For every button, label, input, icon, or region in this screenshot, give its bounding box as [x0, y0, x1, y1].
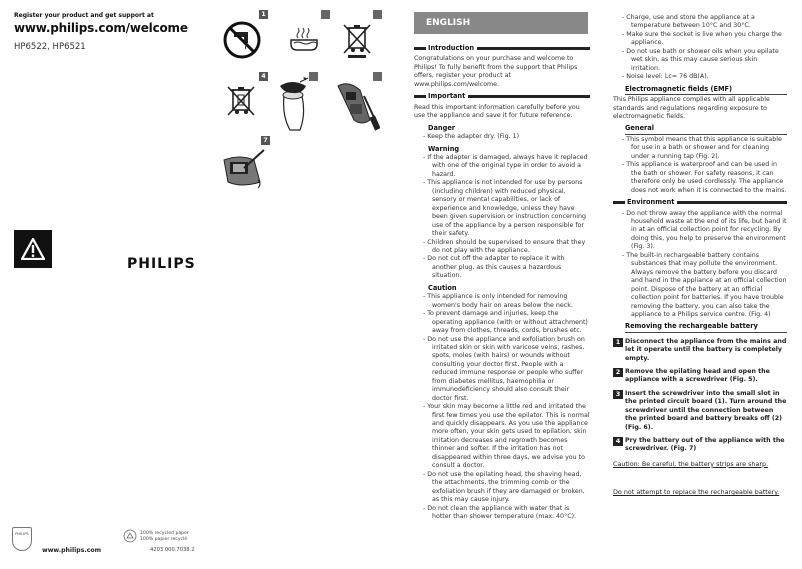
step-1 [613, 338, 787, 363]
caution-heading: Caution [428, 283, 457, 292]
crossed-bin-icon [342, 22, 372, 60]
no-tap-water-icon [222, 20, 262, 60]
register-text: Register your product and get support at [14, 12, 154, 19]
list-item: - This symbol means that this appliance is suitable for use in a bath or shower and for cleaning under a running tap (Fig. 2). [622, 135, 782, 160]
figure-5 [270, 72, 318, 128]
pry-battery-icon [220, 144, 268, 192]
section-environment [613, 198, 787, 206]
recycled-line-en: 100% recycled paper [140, 531, 189, 536]
recycled-line-fr: 100% papier recyclé [140, 537, 188, 542]
warning-heading: Warning [428, 144, 460, 153]
general-heading: General [625, 124, 787, 134]
document-number: 4203.000.7038.2 [150, 547, 195, 553]
language-header: ENGLISH [414, 12, 588, 34]
figure-4 [220, 72, 268, 128]
epilator-head-removal-icon [270, 76, 314, 132]
step-2 [613, 368, 787, 385]
step-text: Disconnect the appliance from the mains and let it operate until the battery is completely empty. [625, 337, 787, 362]
shield-text: PHILIPS [15, 532, 29, 536]
bath-icon [288, 26, 320, 52]
warning-icon [14, 230, 52, 268]
list-item: - This appliance is waterproof and can be used in the bath or shower. For safety reasons, it can therefore only be used cordlessly. The appliance does not work when it is connected to the mains. [622, 161, 787, 194]
list-item: - Do not use the appliance and exfoliation brush on irritated skin or skin with varicose veins, rashes, spots, moles (with hairs) or wounds without consulting your doctor first. People with a reduced immune response or people who suffer from diabetes mellitus, haemophilia or immunodeficiency should also consult their doctor first. [423, 335, 585, 402]
list-item: - To prevent damage and injuries, keep the operating appliance (with or without attachment) away from clothes, threads, cords, brushes etc. [423, 310, 588, 335]
environment-heading: Environment [627, 198, 675, 207]
figure-number: 1 [259, 10, 268, 19]
column-2 [613, 14, 787, 497]
step-number: 2 [613, 368, 623, 377]
figure-7 [220, 136, 270, 192]
emf-text: This Philips appliance complies with all applicable standards and regulations regarding exposure to electromagnetic fields. [613, 96, 770, 120]
crossed-bin-battery-icon [226, 84, 256, 122]
step-number: 4 [613, 437, 623, 446]
bottom-website[interactable]: www.philips.com [42, 547, 102, 554]
section-important [414, 92, 590, 100]
list-item: - Children should be supervised to ensure that they do not play with the appliance. [423, 238, 586, 254]
important-text: Read this important information carefully before you use the appliance and save it for future reference. [414, 103, 580, 120]
list-item: - Do not cut off the adapter to replace it with another plug, as this causes a hazardous situation. [423, 255, 565, 280]
list-item: - Charge, use and store the appliance at a temperature between 10°C and 30°C. [622, 14, 755, 30]
introduction-heading: Introduction [428, 44, 475, 52]
emf-heading: Electromagnetic fields (EMF) [625, 85, 787, 95]
list-item: - This appliance is not intended for use by persons (including children) with reduced physical, sensory or mental capabilities, or lack of experience and knowledge, unless they have been given supervision or instruction concerning use of the appliance by a person responsible for their safety. [423, 179, 587, 238]
list-item: - Do not throw away the appliance with the normal household waste at the end of its life, but hand it in at an official collection point for recycling. By doing this, you help to preserve the environment (Fig. 3). [622, 209, 787, 251]
figure-1 [220, 10, 268, 66]
do-not-replace-note: Do not attempt to replace the rechargeable battery. [613, 488, 780, 497]
figure-number [373, 10, 382, 19]
figure-number: 7 [261, 136, 270, 145]
introduction-text: Congratulations on your purchase and welcome to Philips! To fully benefit from the support that Philips offers, register your product at www.philips.com/welcome. [414, 55, 578, 88]
model-numbers: HP6522, HP6521 [14, 42, 86, 52]
list-item: - Make sure the socket is live when you charge the appliance. [622, 30, 782, 47]
step-3 [613, 390, 787, 432]
important-heading: Important [428, 92, 466, 101]
step-text: Remove the epilating head and open the appliance with a screwdriver (Fig. 5). [625, 368, 770, 384]
step-4 [613, 437, 787, 454]
danger-heading: Danger [428, 123, 456, 132]
philips-logo: PHILIPS [127, 256, 196, 272]
figure-3 [334, 10, 382, 66]
list-item: - Keep the adapter dry. (Fig. 1) [423, 133, 520, 141]
philips-shield-logo [12, 527, 32, 551]
figure-2 [282, 10, 330, 66]
figure-number: 4 [259, 72, 268, 81]
figure-6 [334, 72, 382, 128]
recycle-icon [123, 529, 137, 543]
website-url[interactable]: www.philips.com/welcome [14, 21, 188, 35]
section-introduction [414, 44, 590, 52]
list-item: - Your skin may become a little red and irritated the first few times you use the epilator. This is normal and quickly disappears. As you use the appliance more often, your skin gets used to epilation, skin irritation decreases and regrowth becomes thinner and softer. If the irritation has not disappeared within three days, we advise you to consult a doctor. [423, 403, 590, 470]
column-1 [414, 41, 590, 521]
battery-caution-note: Caution: Be careful, the battery strips are sharp. [613, 459, 769, 468]
recycled-paper-text [140, 531, 189, 543]
list-item: - Noise level: Lc= 76 dB(A). [622, 73, 709, 81]
list-item: - Do not use the epilating head, the shaving head, the attachments, the trimming comb or the exfoliation brush if they are damaged or broken, as this may cause injury. [423, 470, 585, 504]
figure-number [321, 10, 330, 19]
screwdriver-open-icon [334, 76, 380, 132]
list-item: - Do not clean the appliance with water that is hotter than shower temperature (max. 40°C). [423, 504, 577, 521]
list-item: - Do not use bath or shower oils when you epilate wet skin, as this may cause serious skin irritation. [622, 47, 779, 72]
step-number: 1 [613, 338, 623, 347]
step-text: Pry the battery out of the appliance with the screwdriver. (Fig. 7) [625, 436, 785, 453]
step-text: Insert the screwdriver into the small slot in the printed circuit board (1). Turn around the screwdriver until the connection between the printed board and battery breaks off (2) (Fig. 6). [625, 389, 787, 431]
list-item: - This appliance is only intended for removing women's body hair on areas below the neck. [423, 293, 573, 309]
removing-battery-heading: Removing the rechargeable battery [625, 322, 787, 332]
list-item: - The built-in rechargeable battery contains substances that may pollute the environment. Always remove the battery before you discard and hand in the appliance at an official collection point. Dispose of the battery at an official collection point for batteries. If you have trouble removing the battery, you can also take the appliance to a Philips service centre. (Fig. 4) [622, 251, 787, 318]
step-number: 3 [613, 390, 623, 399]
list-item: - If the adapter is damaged, always have it replaced with one of the original type in order to avoid a hazard. [423, 153, 588, 178]
